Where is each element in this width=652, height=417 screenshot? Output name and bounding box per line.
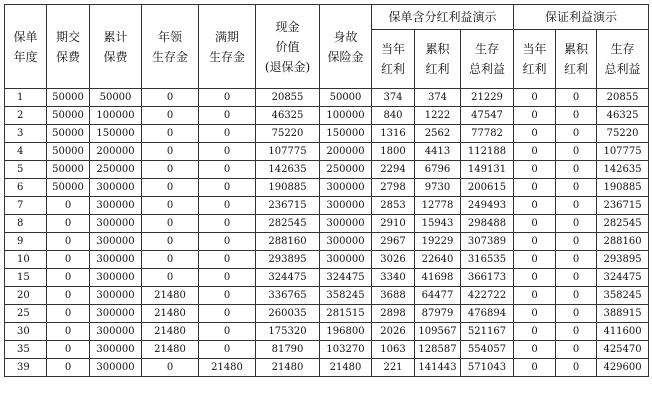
cell-annual-premium: 0 — [47, 359, 90, 377]
cell-guaranteed-current-year: 0 — [514, 179, 556, 197]
cell-guaranteed-current-year: 0 — [514, 305, 556, 323]
cell-cumulative-premium: 50000 — [90, 89, 142, 107]
cell-policy-year: 5 — [5, 161, 47, 179]
cell-guaranteed-current-year: 0 — [514, 269, 556, 287]
cell-death-benefit: 100000 — [320, 107, 372, 125]
table-row — [5, 179, 649, 197]
cell-policy-year: 3 — [5, 125, 47, 143]
cell-maturity-survival-benefit: 0 — [199, 215, 256, 233]
cell-dividend-accumulated: 4413 — [415, 143, 461, 161]
cell-guaranteed-total-survival-benefit: 324475 — [597, 269, 649, 287]
cell-guaranteed-current-year: 0 — [514, 287, 556, 305]
cell-annual-premium: 50000 — [47, 143, 90, 161]
cell-dividend-accumulated: 87979 — [415, 305, 461, 323]
cell-guaranteed-total-survival-benefit: 190885 — [597, 179, 649, 197]
cell-policy-year: 8 — [5, 215, 47, 233]
header-dividend-current-year: 当年 红利 — [372, 30, 415, 89]
cell-cash-value: 20855 — [256, 89, 320, 107]
cell-guaranteed-current-year: 0 — [514, 251, 556, 269]
cell-guaranteed-total-survival-benefit: 46325 — [597, 107, 649, 125]
cell-annual-premium: 50000 — [47, 107, 90, 125]
cell-dividend-accumulated: 128587 — [415, 341, 461, 359]
cell-annual-survival-benefit: 21480 — [142, 341, 199, 359]
cell-annual-survival-benefit: 0 — [142, 179, 199, 197]
cell-policy-year: 7 — [5, 197, 47, 215]
cell-cumulative-premium: 150000 — [90, 125, 142, 143]
cell-death-benefit: 281515 — [320, 305, 372, 323]
cell-death-benefit: 21480 — [320, 359, 372, 377]
cell-cash-value: 81790 — [256, 341, 320, 359]
cell-dividend-accumulated: 64477 — [415, 287, 461, 305]
cell-guaranteed-total-survival-benefit: 388915 — [597, 305, 649, 323]
cell-annual-survival-benefit: 21480 — [142, 287, 199, 305]
table-header — [5, 5, 649, 89]
cell-annual-premium: 50000 — [47, 179, 90, 197]
header-guaranteed-current-year: 当年 红利 — [514, 30, 556, 89]
cell-maturity-survival-benefit: 0 — [199, 341, 256, 359]
cell-policy-year: 6 — [5, 179, 47, 197]
benefit-illustration-table — [4, 4, 649, 377]
cell-annual-survival-benefit: 21480 — [142, 305, 199, 323]
cell-dividend-total-survival-benefit: 307389 — [461, 233, 514, 251]
cell-cash-value: 260035 — [256, 305, 320, 323]
cell-guaranteed-current-year: 0 — [514, 359, 556, 377]
cell-dividend-current-year: 1316 — [372, 125, 415, 143]
cell-guaranteed-total-survival-benefit: 75220 — [597, 125, 649, 143]
cell-maturity-survival-benefit: 0 — [199, 197, 256, 215]
cell-annual-premium: 50000 — [47, 161, 90, 179]
cell-dividend-accumulated: 22640 — [415, 251, 461, 269]
cell-guaranteed-total-survival-benefit: 20855 — [597, 89, 649, 107]
cell-guaranteed-accumulated: 0 — [556, 197, 597, 215]
cell-dividend-total-survival-benefit: 316535 — [461, 251, 514, 269]
cell-policy-year: 35 — [5, 341, 47, 359]
table-row — [5, 161, 649, 179]
table-row — [5, 233, 649, 251]
cell-policy-year: 30 — [5, 323, 47, 341]
cell-annual-premium: 0 — [47, 269, 90, 287]
cell-cash-value: 282545 — [256, 215, 320, 233]
cell-policy-year: 15 — [5, 269, 47, 287]
cell-annual-premium: 0 — [47, 215, 90, 233]
cell-cash-value: 293895 — [256, 251, 320, 269]
cell-guaranteed-accumulated: 0 — [556, 161, 597, 179]
cell-dividend-accumulated: 2562 — [415, 125, 461, 143]
cell-dividend-current-year: 3688 — [372, 287, 415, 305]
cell-guaranteed-total-survival-benefit: 358245 — [597, 287, 649, 305]
cell-death-benefit: 150000 — [320, 125, 372, 143]
cell-guaranteed-total-survival-benefit: 236715 — [597, 197, 649, 215]
cell-dividend-total-survival-benefit: 249493 — [461, 197, 514, 215]
cell-dividend-current-year: 2853 — [372, 197, 415, 215]
cell-cash-value: 46325 — [256, 107, 320, 125]
cell-dividend-total-survival-benefit: 112188 — [461, 143, 514, 161]
cell-dividend-total-survival-benefit: 366173 — [461, 269, 514, 287]
cell-annual-survival-benefit: 0 — [142, 143, 199, 161]
cell-dividend-accumulated: 12778 — [415, 197, 461, 215]
cell-cash-value: 288160 — [256, 233, 320, 251]
cell-guaranteed-accumulated: 0 — [556, 233, 597, 251]
cell-cumulative-premium: 300000 — [90, 305, 142, 323]
cell-death-benefit: 196800 — [320, 323, 372, 341]
cell-guaranteed-current-year: 0 — [514, 323, 556, 341]
cell-dividend-total-survival-benefit: 47547 — [461, 107, 514, 125]
cell-guaranteed-accumulated: 0 — [556, 287, 597, 305]
cell-death-benefit: 300000 — [320, 215, 372, 233]
cell-dividend-total-survival-benefit: 149131 — [461, 161, 514, 179]
cell-policy-year: 2 — [5, 107, 47, 125]
cell-death-benefit: 300000 — [320, 197, 372, 215]
cell-policy-year: 4 — [5, 143, 47, 161]
cell-annual-survival-benefit: 0 — [142, 197, 199, 215]
header-maturity-survival-benefit: 满期 生存金 — [199, 5, 256, 89]
cell-annual-premium: 0 — [47, 341, 90, 359]
cell-dividend-accumulated: 374 — [415, 89, 461, 107]
cell-guaranteed-current-year: 0 — [514, 215, 556, 233]
cell-guaranteed-accumulated: 0 — [556, 341, 597, 359]
cell-death-benefit: 103270 — [320, 341, 372, 359]
cell-dividend-accumulated: 15943 — [415, 215, 461, 233]
cell-maturity-survival-benefit: 0 — [199, 125, 256, 143]
table-row — [5, 305, 649, 323]
cell-maturity-survival-benefit: 21480 — [199, 359, 256, 377]
cell-dividend-accumulated: 19229 — [415, 233, 461, 251]
header-guaranteed-accumulated: 累积 红利 — [556, 30, 597, 89]
cell-dividend-total-survival-benefit: 554057 — [461, 341, 514, 359]
cell-annual-survival-benefit: 0 — [142, 359, 199, 377]
cell-guaranteed-accumulated: 0 — [556, 89, 597, 107]
cell-annual-premium: 0 — [47, 251, 90, 269]
cell-dividend-current-year: 2026 — [372, 323, 415, 341]
cell-annual-survival-benefit: 0 — [142, 161, 199, 179]
header-cumulative-premium: 累计 保费 — [90, 5, 142, 89]
cell-maturity-survival-benefit: 0 — [199, 323, 256, 341]
cell-death-benefit: 358245 — [320, 287, 372, 305]
cell-guaranteed-current-year: 0 — [514, 161, 556, 179]
cell-death-benefit: 300000 — [320, 233, 372, 251]
cell-maturity-survival-benefit: 0 — [199, 251, 256, 269]
cell-guaranteed-current-year: 0 — [514, 125, 556, 143]
cell-annual-survival-benefit: 0 — [142, 233, 199, 251]
cell-maturity-survival-benefit: 0 — [199, 233, 256, 251]
cell-cash-value: 75220 — [256, 125, 320, 143]
table-body — [5, 89, 649, 377]
header-dividend-total-survival-benefit: 生存 总利益 — [461, 30, 514, 89]
cell-cumulative-premium: 300000 — [90, 359, 142, 377]
cell-annual-survival-benefit: 0 — [142, 251, 199, 269]
cell-annual-premium: 50000 — [47, 125, 90, 143]
header-death-benefit: 身故 保险金 — [320, 5, 372, 89]
header-dividend-group: 保单含分红利益演示 — [372, 5, 514, 30]
table-row — [5, 323, 649, 341]
cell-guaranteed-current-year: 0 — [514, 143, 556, 161]
cell-maturity-survival-benefit: 0 — [199, 143, 256, 161]
cell-death-benefit: 50000 — [320, 89, 372, 107]
cell-annual-premium: 0 — [47, 287, 90, 305]
cell-policy-year: 39 — [5, 359, 47, 377]
cell-guaranteed-total-survival-benefit: 411600 — [597, 323, 649, 341]
cell-maturity-survival-benefit: 0 — [199, 161, 256, 179]
cell-dividend-total-survival-benefit: 521167 — [461, 323, 514, 341]
header-annual-premium: 期交 保费 — [47, 5, 90, 89]
cell-dividend-accumulated: 1222 — [415, 107, 461, 125]
cell-dividend-accumulated: 141443 — [415, 359, 461, 377]
header-guaranteed-total-survival-benefit: 生存 总利益 — [597, 30, 649, 89]
cell-dividend-total-survival-benefit: 200615 — [461, 179, 514, 197]
cell-guaranteed-accumulated: 0 — [556, 305, 597, 323]
cell-maturity-survival-benefit: 0 — [199, 107, 256, 125]
table-row — [5, 107, 649, 125]
cell-dividend-current-year: 2910 — [372, 215, 415, 233]
cell-policy-year: 1 — [5, 89, 47, 107]
cell-maturity-survival-benefit: 0 — [199, 89, 256, 107]
cell-dividend-current-year: 2294 — [372, 161, 415, 179]
table-row — [5, 341, 649, 359]
cell-dividend-total-survival-benefit: 476894 — [461, 305, 514, 323]
cell-annual-premium: 0 — [47, 305, 90, 323]
cell-dividend-current-year: 3340 — [372, 269, 415, 287]
cell-cumulative-premium: 200000 — [90, 143, 142, 161]
cell-guaranteed-accumulated: 0 — [556, 251, 597, 269]
table-row — [5, 89, 649, 107]
cell-guaranteed-total-survival-benefit: 293895 — [597, 251, 649, 269]
cell-guaranteed-current-year: 0 — [514, 197, 556, 215]
cell-annual-survival-benefit: 0 — [142, 89, 199, 107]
cell-guaranteed-total-survival-benefit: 107775 — [597, 143, 649, 161]
cell-death-benefit: 300000 — [320, 251, 372, 269]
cell-dividend-total-survival-benefit: 422722 — [461, 287, 514, 305]
header-dividend-accumulated: 累积 红利 — [415, 30, 461, 89]
cell-dividend-current-year: 2798 — [372, 179, 415, 197]
cell-dividend-current-year: 1063 — [372, 341, 415, 359]
cell-guaranteed-total-survival-benefit: 425470 — [597, 341, 649, 359]
cell-maturity-survival-benefit: 0 — [199, 179, 256, 197]
cell-cumulative-premium: 300000 — [90, 233, 142, 251]
cell-cash-value: 175320 — [256, 323, 320, 341]
cell-cumulative-premium: 300000 — [90, 323, 142, 341]
cell-cash-value: 324475 — [256, 269, 320, 287]
header-annual-survival-benefit: 年领 生存金 — [142, 5, 199, 89]
cell-guaranteed-total-survival-benefit: 288160 — [597, 233, 649, 251]
cell-dividend-current-year: 2967 — [372, 233, 415, 251]
cell-guaranteed-current-year: 0 — [514, 341, 556, 359]
cell-dividend-current-year: 3026 — [372, 251, 415, 269]
cell-cash-value: 190885 — [256, 179, 320, 197]
cell-cumulative-premium: 300000 — [90, 287, 142, 305]
cell-annual-survival-benefit: 0 — [142, 125, 199, 143]
cell-guaranteed-current-year: 0 — [514, 89, 556, 107]
cell-cumulative-premium: 300000 — [90, 251, 142, 269]
cell-cash-value: 336765 — [256, 287, 320, 305]
cell-dividend-current-year: 2898 — [372, 305, 415, 323]
cell-guaranteed-accumulated: 0 — [556, 143, 597, 161]
cell-guaranteed-current-year: 0 — [514, 107, 556, 125]
cell-annual-premium: 50000 — [47, 89, 90, 107]
cell-guaranteed-accumulated: 0 — [556, 359, 597, 377]
cell-annual-premium: 0 — [47, 323, 90, 341]
cell-dividend-accumulated: 41698 — [415, 269, 461, 287]
header-cash-value: 现金 价值 (退保金) — [256, 5, 320, 89]
cell-guaranteed-accumulated: 0 — [556, 179, 597, 197]
cell-cash-value: 236715 — [256, 197, 320, 215]
cell-policy-year: 9 — [5, 233, 47, 251]
cell-guaranteed-total-survival-benefit: 142635 — [597, 161, 649, 179]
cell-guaranteed-current-year: 0 — [514, 233, 556, 251]
cell-cumulative-premium: 100000 — [90, 107, 142, 125]
table-row — [5, 215, 649, 233]
cell-cumulative-premium: 300000 — [90, 197, 142, 215]
cell-dividend-current-year: 840 — [372, 107, 415, 125]
cell-annual-survival-benefit: 21480 — [142, 323, 199, 341]
cell-guaranteed-total-survival-benefit: 429600 — [597, 359, 649, 377]
table-row — [5, 197, 649, 215]
cell-dividend-total-survival-benefit: 571043 — [461, 359, 514, 377]
cell-cumulative-premium: 300000 — [90, 341, 142, 359]
cell-dividend-accumulated: 6796 — [415, 161, 461, 179]
header-guaranteed-group: 保证利益演示 — [514, 5, 649, 30]
table-row — [5, 251, 649, 269]
cell-cumulative-premium: 250000 — [90, 161, 142, 179]
cell-cash-value: 107775 — [256, 143, 320, 161]
cell-maturity-survival-benefit: 0 — [199, 269, 256, 287]
cell-guaranteed-accumulated: 0 — [556, 269, 597, 287]
cell-dividend-total-survival-benefit: 21229 — [461, 89, 514, 107]
cell-dividend-current-year: 221 — [372, 359, 415, 377]
table-row — [5, 287, 649, 305]
cell-death-benefit: 250000 — [320, 161, 372, 179]
table-row — [5, 359, 649, 377]
cell-death-benefit: 300000 — [320, 179, 372, 197]
cell-cash-value: 21480 — [256, 359, 320, 377]
cell-policy-year: 20 — [5, 287, 47, 305]
cell-annual-survival-benefit: 0 — [142, 269, 199, 287]
cell-cumulative-premium: 300000 — [90, 269, 142, 287]
cell-dividend-accumulated: 109567 — [415, 323, 461, 341]
cell-death-benefit: 324475 — [320, 269, 372, 287]
cell-guaranteed-total-survival-benefit: 282545 — [597, 215, 649, 233]
cell-dividend-accumulated: 9730 — [415, 179, 461, 197]
cell-dividend-total-survival-benefit: 298488 — [461, 215, 514, 233]
table-row — [5, 143, 649, 161]
cell-annual-survival-benefit: 0 — [142, 215, 199, 233]
table-row — [5, 269, 649, 287]
cell-policy-year: 25 — [5, 305, 47, 323]
cell-cumulative-premium: 300000 — [90, 179, 142, 197]
cell-maturity-survival-benefit: 0 — [199, 305, 256, 323]
cell-guaranteed-accumulated: 0 — [556, 125, 597, 143]
cell-dividend-current-year: 374 — [372, 89, 415, 107]
header-policy-year: 保单 年度 — [5, 5, 47, 89]
cell-cash-value: 142635 — [256, 161, 320, 179]
cell-guaranteed-accumulated: 0 — [556, 107, 597, 125]
cell-annual-premium: 0 — [47, 233, 90, 251]
cell-annual-premium: 0 — [47, 197, 90, 215]
cell-policy-year: 10 — [5, 251, 47, 269]
cell-dividend-total-survival-benefit: 77782 — [461, 125, 514, 143]
table-row — [5, 125, 649, 143]
cell-cumulative-premium: 300000 — [90, 215, 142, 233]
cell-guaranteed-accumulated: 0 — [556, 215, 597, 233]
cell-guaranteed-accumulated: 0 — [556, 323, 597, 341]
cell-maturity-survival-benefit: 0 — [199, 287, 256, 305]
cell-death-benefit: 200000 — [320, 143, 372, 161]
cell-dividend-current-year: 1800 — [372, 143, 415, 161]
cell-annual-survival-benefit: 0 — [142, 107, 199, 125]
